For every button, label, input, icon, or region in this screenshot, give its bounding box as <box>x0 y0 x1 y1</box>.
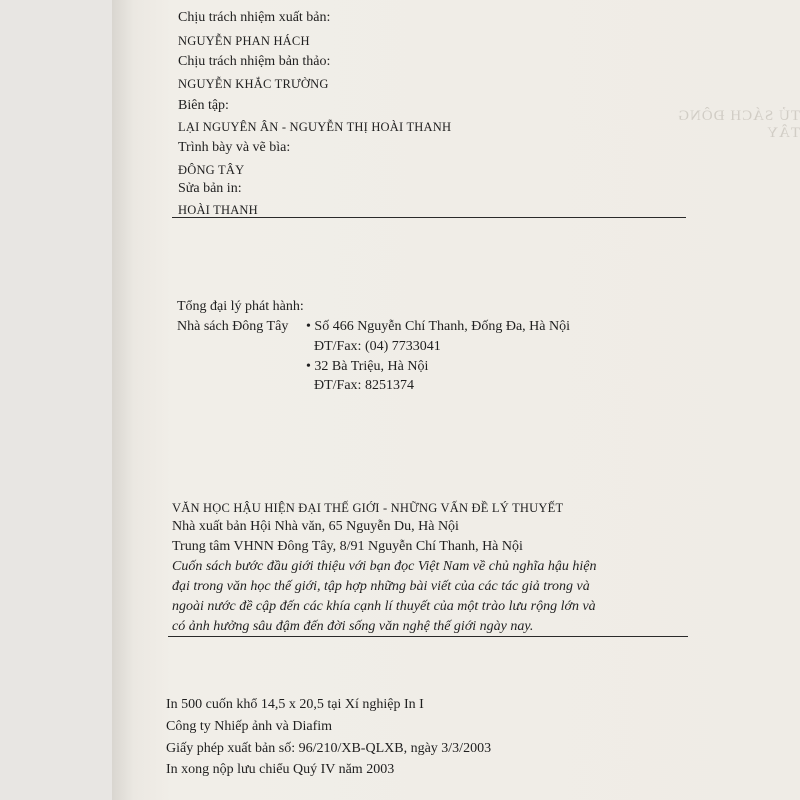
distribution-address-1: • Số 466 Nguyễn Chí Thanh, Đống Đa, Hà Nội <box>306 319 571 334</box>
proof-label: Sửa bản in: <box>178 181 242 196</box>
design-name: ĐÔNG TÂY <box>178 163 245 177</box>
book-title: VĂN HỌC HẬU HIỆN ĐẠI THẾ GIỚI - NHỮNG VẤN ĐỀ LÝ THUYẾT <box>172 501 564 515</box>
distribution-phone-1: ĐT/Fax: (04) 7733041 <box>314 339 441 354</box>
design-label: Trình bày và vẽ bìa: <box>178 140 291 155</box>
distribution-company: Nhà sách Đông Tây <box>177 319 289 334</box>
responsible-publishing-label: Chịu trách nhiệm xuất bản: <box>178 10 331 25</box>
distribution-address-2: • 32 Bà Triệu, Hà Nội <box>306 359 429 374</box>
responsible-manuscript-name: NGUYỄN KHẮC TRƯỜNG <box>178 77 329 91</box>
book-publisher: Nhà xuất bản Hội Nhà văn, 65 Nguyễn Du, Hà Nội <box>172 519 459 534</box>
colophon-license: Giấy phép xuất bản số: 96/210/XB-QLXB, ngày 3/3/2003 <box>166 741 492 756</box>
credits-divider <box>172 217 686 218</box>
bleed-through-text <box>632 100 800 800</box>
editor-label: Biên tập: <box>178 98 229 113</box>
book-description-line: Cuốn sách bước đầu giới thiệu với bạn đọc Việt Nam về chủ nghĩa hậu hiện <box>172 559 597 574</box>
responsible-publishing-name: NGUYỄN PHAN HÁCH <box>178 34 310 48</box>
distribution-phone-2: ĐT/Fax: 8251374 <box>314 378 414 393</box>
editor-names: LẠI NGUYÊN ÂN - NGUYỄN THỊ HOÀI THANH <box>178 120 452 134</box>
colophon-print-run: In 500 cuốn khổ 14,5 x 20,5 tại Xí nghiệp In I <box>166 697 424 712</box>
book-center: Trung tâm VHNN Đông Tây, 8/91 Nguyễn Chí Thanh, Hà Nội <box>172 539 523 554</box>
book-description-line: có ảnh hưởng sâu đậm đến đời sống văn nghệ thế giới ngày nay. <box>172 619 534 634</box>
description-divider <box>168 636 688 637</box>
bleed-through-heading: TỦ SÁCH ĐÔNG TÂY <box>677 108 800 141</box>
book-description-line: ngoài nước đề cập đến các khía cạnh lí thuyết của một trào lưu rộng lớn và <box>172 599 596 614</box>
book-description-line: đại trong văn học thế giới, tập hợp những bài viết của các tác giả trong và <box>172 579 590 594</box>
distribution-heading: Tổng đại lý phát hành: <box>177 299 304 314</box>
colophon-deposit: In xong nộp lưu chiểu Quý IV năm 2003 <box>166 762 395 777</box>
colophon-printer: Công ty Nhiếp ảnh và Diafim <box>166 719 333 734</box>
responsible-manuscript-label: Chịu trách nhiệm bản thảo: <box>178 54 331 69</box>
proof-name: HOÀI THANH <box>178 203 258 217</box>
